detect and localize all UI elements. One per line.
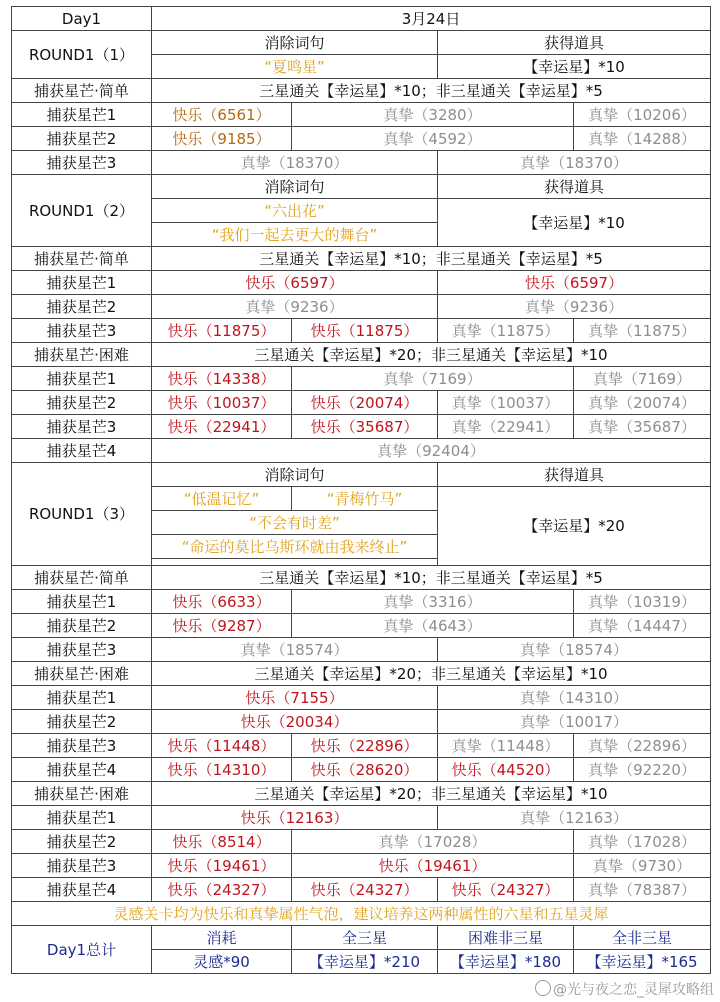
- bubble-cell: 真挚（12163）: [438, 806, 711, 830]
- eliminate-header: 消除词句: [152, 463, 438, 487]
- spacer-cell: [152, 559, 438, 566]
- phrase: “不会有时差”: [152, 511, 438, 535]
- stage-label: 捕获星芒4: [12, 758, 152, 782]
- bubble-cell: 快乐（24327）: [152, 878, 292, 902]
- stage-label: 捕获星芒2: [12, 710, 152, 734]
- bubble-cell: 真挚（18574）: [152, 638, 438, 662]
- rule-text: 三星通关【幸运星】*20；非三星通关【幸运星】*10: [152, 782, 711, 806]
- total-header: 全非三星: [574, 926, 711, 950]
- bubble-cell: 快乐（12163）: [152, 806, 438, 830]
- reward-value: 【幸运星】*10: [438, 199, 711, 247]
- bubble-cell: 快乐（6561）: [152, 103, 292, 127]
- stage-label: 捕获星芒4: [12, 878, 152, 902]
- bubble-cell: 快乐（20074）: [292, 391, 438, 415]
- bubble-cell: 真挚（14288）: [574, 127, 711, 151]
- reward-header: 获得道具: [438, 175, 711, 199]
- bubble-cell: 真挚（18574）: [438, 638, 711, 662]
- phrase: “命运的莫比乌斯环就由我来终止”: [152, 535, 438, 559]
- bubble-cell: 快乐（24327）: [292, 878, 438, 902]
- eliminate-header: 消除词句: [152, 31, 438, 55]
- watermark: [535, 980, 714, 998]
- total-value: 【幸运星】*180: [438, 950, 574, 974]
- bubble-cell: 快乐（28620）: [292, 758, 438, 782]
- bubble-cell: 快乐（11875）: [292, 319, 438, 343]
- phrase: “青梅竹马”: [292, 487, 438, 511]
- bubble-cell: 真挚（92220）: [574, 758, 711, 782]
- bubble-cell: 真挚（10037）: [438, 391, 574, 415]
- rule-text: 三星通关【幸运星】*20；非三星通关【幸运星】*10: [152, 662, 711, 686]
- bubble-cell: 快乐（9185）: [152, 127, 292, 151]
- bubble-cell: 快乐（11875）: [152, 319, 292, 343]
- phrase: “六出花”: [152, 199, 438, 223]
- total-value: 灵感*90: [152, 950, 292, 974]
- bubble-cell: 快乐（14338）: [152, 367, 292, 391]
- bubble-cell: 真挚（18370）: [438, 151, 711, 175]
- bubble-cell: 真挚（10319）: [574, 590, 711, 614]
- stage-label: 捕获星芒2: [12, 830, 152, 854]
- bubble-cell: 快乐（44520）: [438, 758, 574, 782]
- bubble-cell: 真挚（14310）: [438, 686, 711, 710]
- reward-value: 【幸运星】*10: [438, 55, 711, 79]
- advice-note: 灵感关卡均为快乐和真挚属性气泡，建议培养这两种属性的六星和五星灵犀: [12, 902, 711, 926]
- bubble-cell: 真挚（10017）: [438, 710, 711, 734]
- total-header: 消耗: [152, 926, 292, 950]
- phrase: “夏鸣星”: [152, 55, 438, 79]
- bubble-cell: 真挚（4643）: [292, 614, 574, 638]
- bubble-cell: 真挚（4592）: [292, 127, 574, 151]
- bubble-cell: 真挚（78387）: [574, 878, 711, 902]
- stage-label: 捕获星芒1: [12, 103, 152, 127]
- stage-label: 捕获星芒2: [12, 295, 152, 319]
- bubble-cell: 快乐（6597）: [152, 271, 438, 295]
- bubble-cell: 真挚（9730）: [574, 854, 711, 878]
- difficulty-label: 捕获星芒·简单: [12, 566, 152, 590]
- bubble-cell: 真挚（11875）: [574, 319, 711, 343]
- bubble-cell: 快乐（24327）: [438, 878, 574, 902]
- bubble-cell: 真挚（3316）: [292, 590, 574, 614]
- bubble-cell: 快乐（19461）: [152, 854, 292, 878]
- reward-header: 获得道具: [438, 463, 711, 487]
- round-name: ROUND1（2）: [12, 175, 152, 247]
- bubble-cell: 真挚（35687）: [574, 415, 711, 439]
- total-value: 【幸运星】*165: [574, 950, 711, 974]
- bubble-cell: 真挚（7169）: [574, 367, 711, 391]
- stage-label: 捕获星芒2: [12, 391, 152, 415]
- bubble-cell: 快乐（22896）: [292, 734, 438, 758]
- stage-label: 捕获星芒2: [12, 614, 152, 638]
- difficulty-label: 捕获星芒·困难: [12, 782, 152, 806]
- rule-text: 三星通关【幸运星】*10；非三星通关【幸运星】*5: [152, 247, 711, 271]
- stage-label: 捕获星芒3: [12, 638, 152, 662]
- stage-label: 捕获星芒3: [12, 151, 152, 175]
- bubble-cell: 真挚（11875）: [438, 319, 574, 343]
- round-name: ROUND1（3）: [12, 463, 152, 566]
- bubble-cell: 真挚（11448）: [438, 734, 574, 758]
- bubble-cell: 真挚（3280）: [292, 103, 574, 127]
- rule-text: 三星通关【幸运星】*10；非三星通关【幸运星】*5: [152, 566, 711, 590]
- total-label: Day1总计: [12, 926, 152, 974]
- day-label: Day1: [12, 7, 152, 31]
- bubble-cell: 快乐（7155）: [152, 686, 438, 710]
- difficulty-label: 捕获星芒·困难: [12, 343, 152, 367]
- bubble-cell: 快乐（14310）: [152, 758, 292, 782]
- bubble-cell: 真挚（17028）: [574, 830, 711, 854]
- bubble-cell: 真挚（7169）: [292, 367, 574, 391]
- bubble-cell: 快乐（11448）: [152, 734, 292, 758]
- total-header: 困难非三星: [438, 926, 574, 950]
- stage-label: 捕获星芒1: [12, 367, 152, 391]
- bubble-cell: 快乐（35687）: [292, 415, 438, 439]
- bubble-cell: 快乐（8514）: [152, 830, 292, 854]
- bubble-cell: 快乐（6633）: [152, 590, 292, 614]
- bubble-cell: 真挚（22941）: [438, 415, 574, 439]
- bubble-cell: 快乐（6597）: [438, 271, 711, 295]
- round-name: ROUND1（1）: [12, 31, 152, 79]
- bubble-cell: 快乐（19461）: [292, 854, 574, 878]
- date-label: 3月24日: [152, 7, 711, 31]
- stage-label: 捕获星芒3: [12, 415, 152, 439]
- stage-label: 捕获星芒3: [12, 734, 152, 758]
- total-header: 全三星: [292, 926, 438, 950]
- bubble-cell: 快乐（10037）: [152, 391, 292, 415]
- stage-label: 捕获星芒1: [12, 806, 152, 830]
- bubble-cell: 快乐（9287）: [152, 614, 292, 638]
- eliminate-header: 消除词句: [152, 175, 438, 199]
- bubble-cell: 真挚（22896）: [574, 734, 711, 758]
- reward-header: 获得道具: [438, 31, 711, 55]
- phrase: “我们一起去更大的舞台”: [152, 223, 438, 247]
- rule-text: 三星通关【幸运星】*20；非三星通关【幸运星】*10: [152, 343, 711, 367]
- total-value: 【幸运星】*210: [292, 950, 438, 974]
- bubble-cell: 真挚（17028）: [292, 830, 574, 854]
- stage-label: 捕获星芒3: [12, 854, 152, 878]
- difficulty-label: 捕获星芒·简单: [12, 79, 152, 103]
- bubble-cell: 真挚（18370）: [152, 151, 438, 175]
- bubble-cell: 真挚（92404）: [152, 439, 711, 463]
- phrase: “低温记忆”: [152, 487, 292, 511]
- bubble-cell: 真挚（20074）: [574, 391, 711, 415]
- stage-label: 捕获星芒1: [12, 271, 152, 295]
- bubble-cell: 真挚（9236）: [438, 295, 711, 319]
- stage-label: 捕获星芒2: [12, 127, 152, 151]
- bubble-cell: 快乐（20034）: [152, 710, 438, 734]
- rule-text: 三星通关【幸运星】*10；非三星通关【幸运星】*5: [152, 79, 711, 103]
- bubble-cell: 真挚（10206）: [574, 103, 711, 127]
- schedule-table: [11, 6, 711, 974]
- stage-label: 捕获星芒1: [12, 590, 152, 614]
- watermark-text: @光与夜之恋_灵犀攻略组: [553, 982, 714, 998]
- reward-value: 【幸运星】*20: [438, 487, 711, 566]
- weibo-icon: [535, 980, 551, 996]
- stage-label: 捕获星芒1: [12, 686, 152, 710]
- stage-label: 捕获星芒4: [12, 439, 152, 463]
- bubble-cell: 真挚（9236）: [152, 295, 438, 319]
- stage-label: 捕获星芒3: [12, 319, 152, 343]
- difficulty-label: 捕获星芒·简单: [12, 247, 152, 271]
- bubble-cell: 真挚（14447）: [574, 614, 711, 638]
- bubble-cell: 快乐（22941）: [152, 415, 292, 439]
- difficulty-label: 捕获星芒·困难: [12, 662, 152, 686]
